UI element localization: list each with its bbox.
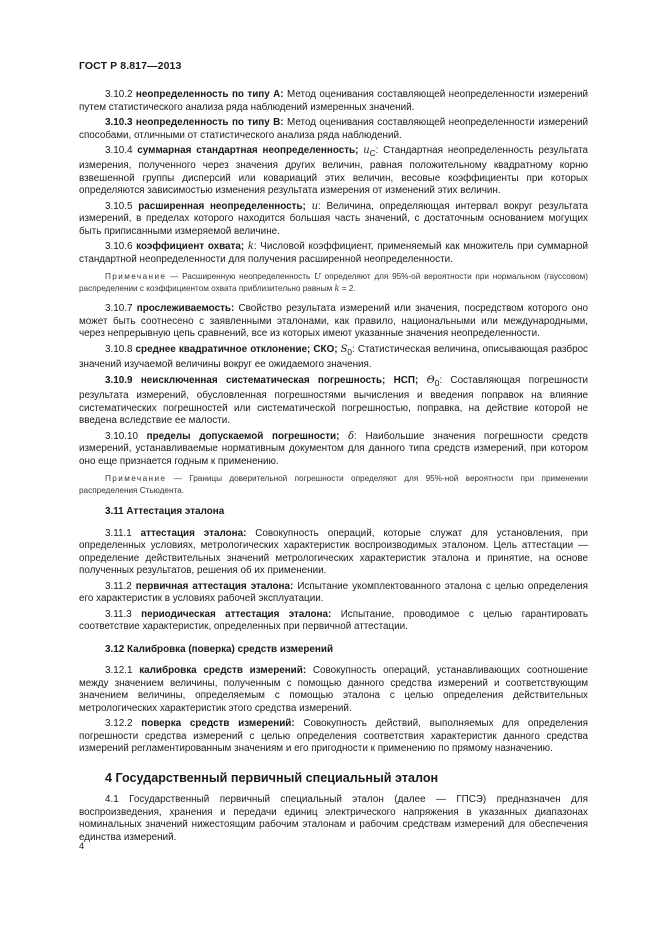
- symbol: u: [311, 200, 318, 212]
- clause-text: : Числовой коэффициент, применяемый как множитель при суммарной стандартной неопределенности для получения расширенной неопределенности.: [79, 241, 589, 265]
- clause-number: 3.10.6: [105, 241, 133, 253]
- clause-text: Метод оценивания составляющей неопределенности измерений способами, отличными от статистического анализа ряда наблюдений.: [79, 117, 588, 141]
- symbol-subscript: 0: [434, 378, 440, 388]
- symbol: U: [314, 271, 321, 282]
- clause-3-10-4: [79, 145, 588, 198]
- clause-3-10-6: [79, 241, 588, 266]
- clause-term: среднее квадратичное отклонение; СКО;: [135, 343, 338, 355]
- clause-number: 3.10.3: [105, 117, 133, 128]
- clause-term: периодическая аттестация эталона:: [141, 608, 332, 620]
- clause-3-10-10: [79, 431, 588, 469]
- clause-number: 3.11.1: [105, 527, 132, 539]
- clause-text: : Стандартная неопределенность результата измерения, полученного через значения других величин, равная положительному квадратному корню взвешенной группы дисперсий или ковариаций этих величин, весовые коэффициенты при которых определяются зависимостью изменения результата измерения от изменений этих величин.: [79, 145, 588, 197]
- note-text: определяют для 95%-ой вероятности при нормальном (гауссовом) распределении с коэффициентом охвата приблизительно равным: [79, 272, 589, 293]
- clause-3-12-1: [79, 665, 588, 715]
- clause-3-11-3: [79, 609, 588, 634]
- clause-text: Совокупность действий, выполняемых для определения погрешности средства измерений с целью определения соответствия характеристик данного средства измерений регламентированным значениям и его пригодности к применению по прямому назначению.: [79, 718, 589, 755]
- clause-term: неопределенность по типу А:: [135, 89, 284, 100]
- clause-term: суммарная стандартная неопределенность;: [137, 145, 359, 156]
- clause-3-10-2: [79, 89, 588, 114]
- clause-text: : Статистическая величина, описывающая разброс значений изучаемой величины вокруг ее ожидаемого значения.: [79, 343, 588, 371]
- clause-term: калибровка средств измерений:: [139, 665, 307, 677]
- subsection-heading-3-11: 3.11 Аттестация эталона: [105, 506, 225, 518]
- symbol: u: [363, 145, 370, 156]
- clause-term: расширенная неопределенность;: [138, 200, 306, 212]
- clause-3-10-9: [79, 375, 588, 428]
- clause-term: неопределенность по типу В:: [135, 117, 284, 128]
- symbol: k: [334, 282, 340, 293]
- clause-3-12-2: [79, 718, 588, 756]
- clause-3-10-7: [79, 303, 588, 341]
- clause-number: 3.12.2: [105, 718, 133, 730]
- clause-number: 3.10.10: [105, 430, 138, 442]
- symbol: k: [247, 241, 254, 253]
- clause-text: : Наибольшие значения погрешности средств измерений, устанавливаемые нормативным документом для данного типа средств измерений, при котором оно еще признается годным к применению.: [79, 430, 588, 467]
- clause-text: Совокупность операций, устанавливающих соотношение между значением величины, полученным с помощью данного средства измерений и соответствующим значением величины, определяемым с помощью эталона с целью определения действительных метрологических характеристик этого средства измерений.: [79, 665, 588, 714]
- page-number: 4: [79, 841, 85, 852]
- symbol: δ: [348, 430, 355, 442]
- clause-number: 3.10.8: [105, 343, 133, 355]
- clause-number: 3.10.5: [105, 200, 133, 212]
- symbol: Θ: [426, 374, 435, 386]
- standard-header: ГОСТ Р 8.817—2013: [79, 60, 182, 72]
- clause-term: прослеживаемость:: [136, 303, 235, 315]
- symbol-subscript: 0: [347, 347, 352, 357]
- clause-term: первичная аттестация эталона:: [135, 580, 294, 592]
- clause-3-11-1: [79, 528, 588, 578]
- clause-3-10-8: [79, 344, 588, 372]
- clause-number: 3.12.1: [105, 665, 133, 677]
- clause-number: 3.10.4: [105, 145, 133, 156]
- note-1: [79, 271, 588, 294]
- clause-number: 3.11.3: [105, 608, 132, 620]
- note-text: = 2.: [339, 283, 356, 293]
- note-label: Примечание: [105, 474, 167, 484]
- section-heading-4: 4 Государственный первичный специальный эталон: [105, 770, 439, 785]
- note-text: — Расширенную неопределенность: [166, 272, 315, 282]
- note-text: — Границы доверительной погрешности определяют для 95%-ной вероятности при применении распределения Стьюдента.: [79, 474, 588, 495]
- symbol: S: [340, 343, 348, 355]
- clause-term: аттестация эталона:: [140, 527, 247, 539]
- note-label: Примечание: [105, 272, 167, 282]
- clause-3-11-2: [79, 581, 588, 606]
- clause-text: : Составляющая погрешности результата измерений, обусловленная погрешностями вычисления и введения поправок на влияние систематических погрешностей или систематической погрешностью, поправка, на действие которой не введена вследствие ее малости.: [79, 374, 589, 427]
- clause-number: 3.10.9: [105, 374, 133, 386]
- clause-number: 3.10.7: [105, 303, 133, 315]
- clause-text: Метод оценивания составляющей неопределенности измерений путем статистического анализа ряда наблюдений измеренных значений.: [79, 89, 588, 113]
- clause-3-10-3: [79, 117, 588, 142]
- clause-term: поверка средств измерений:: [141, 718, 295, 730]
- subsection-heading-3-12: 3.12 Калибровка (поверка) средств измерений: [105, 643, 334, 655]
- symbol-subscript: C: [369, 148, 376, 158]
- clause-term: пределы допускаемой погрешности;: [146, 430, 340, 442]
- clause-text: Испытание укомплектованного эталона с целью определения его характеристик в условиях рабочей эксплуатации.: [79, 580, 588, 605]
- clause-3-10-5: [79, 201, 588, 239]
- note-2: [79, 473, 588, 496]
- clause-number: 3.10.2: [105, 89, 133, 100]
- clause-number: 3.11.2: [105, 580, 132, 592]
- clause-term: неисключенная систематическая погрешность; НСП;: [140, 374, 419, 386]
- clause-term: коэффициент охвата;: [136, 241, 245, 253]
- clause-text: : Величина, определяющая интервал вокруг результата измерений, в пределах которого находится большая часть значений, с достаточным основанием могущих быть приписанными измеряемой величине.: [79, 200, 588, 237]
- clause-text: Совокупность операций, которые служат для установления, при определенных условиях, метрологических характеристик воспроизводимых эталоном. Цель аттестации — определение действительных значений метрологических характеристик эталона и принятие, на основе полученных результатов, решения об их применении.: [79, 527, 588, 577]
- clause-text: Испытание, проводимое с целью гарантировать соответствие характеристик, определенных при первичной аттестации.: [79, 608, 588, 633]
- clause-text: Свойство результата измерений или значения, посредством которого оно может быть соотнесено с заявленными эталонами, как правило, национальными или международными, через непрерывную цепь сравнений, все из которых имеют указанные значения неопределенности.: [79, 303, 588, 340]
- page-content: [79, 89, 588, 847]
- clause-4-1: 4.1 Государственный первичный специальный эталон (далее — ГПСЭ) предназначен для воспроизведения, хранения и передачи единиц электрического напряжения в указанных диапазонах номинальных значений нижестоящим рабочим эталонам и рабочим средствам измерений для обеспечения единства измерений.: [79, 794, 588, 843]
